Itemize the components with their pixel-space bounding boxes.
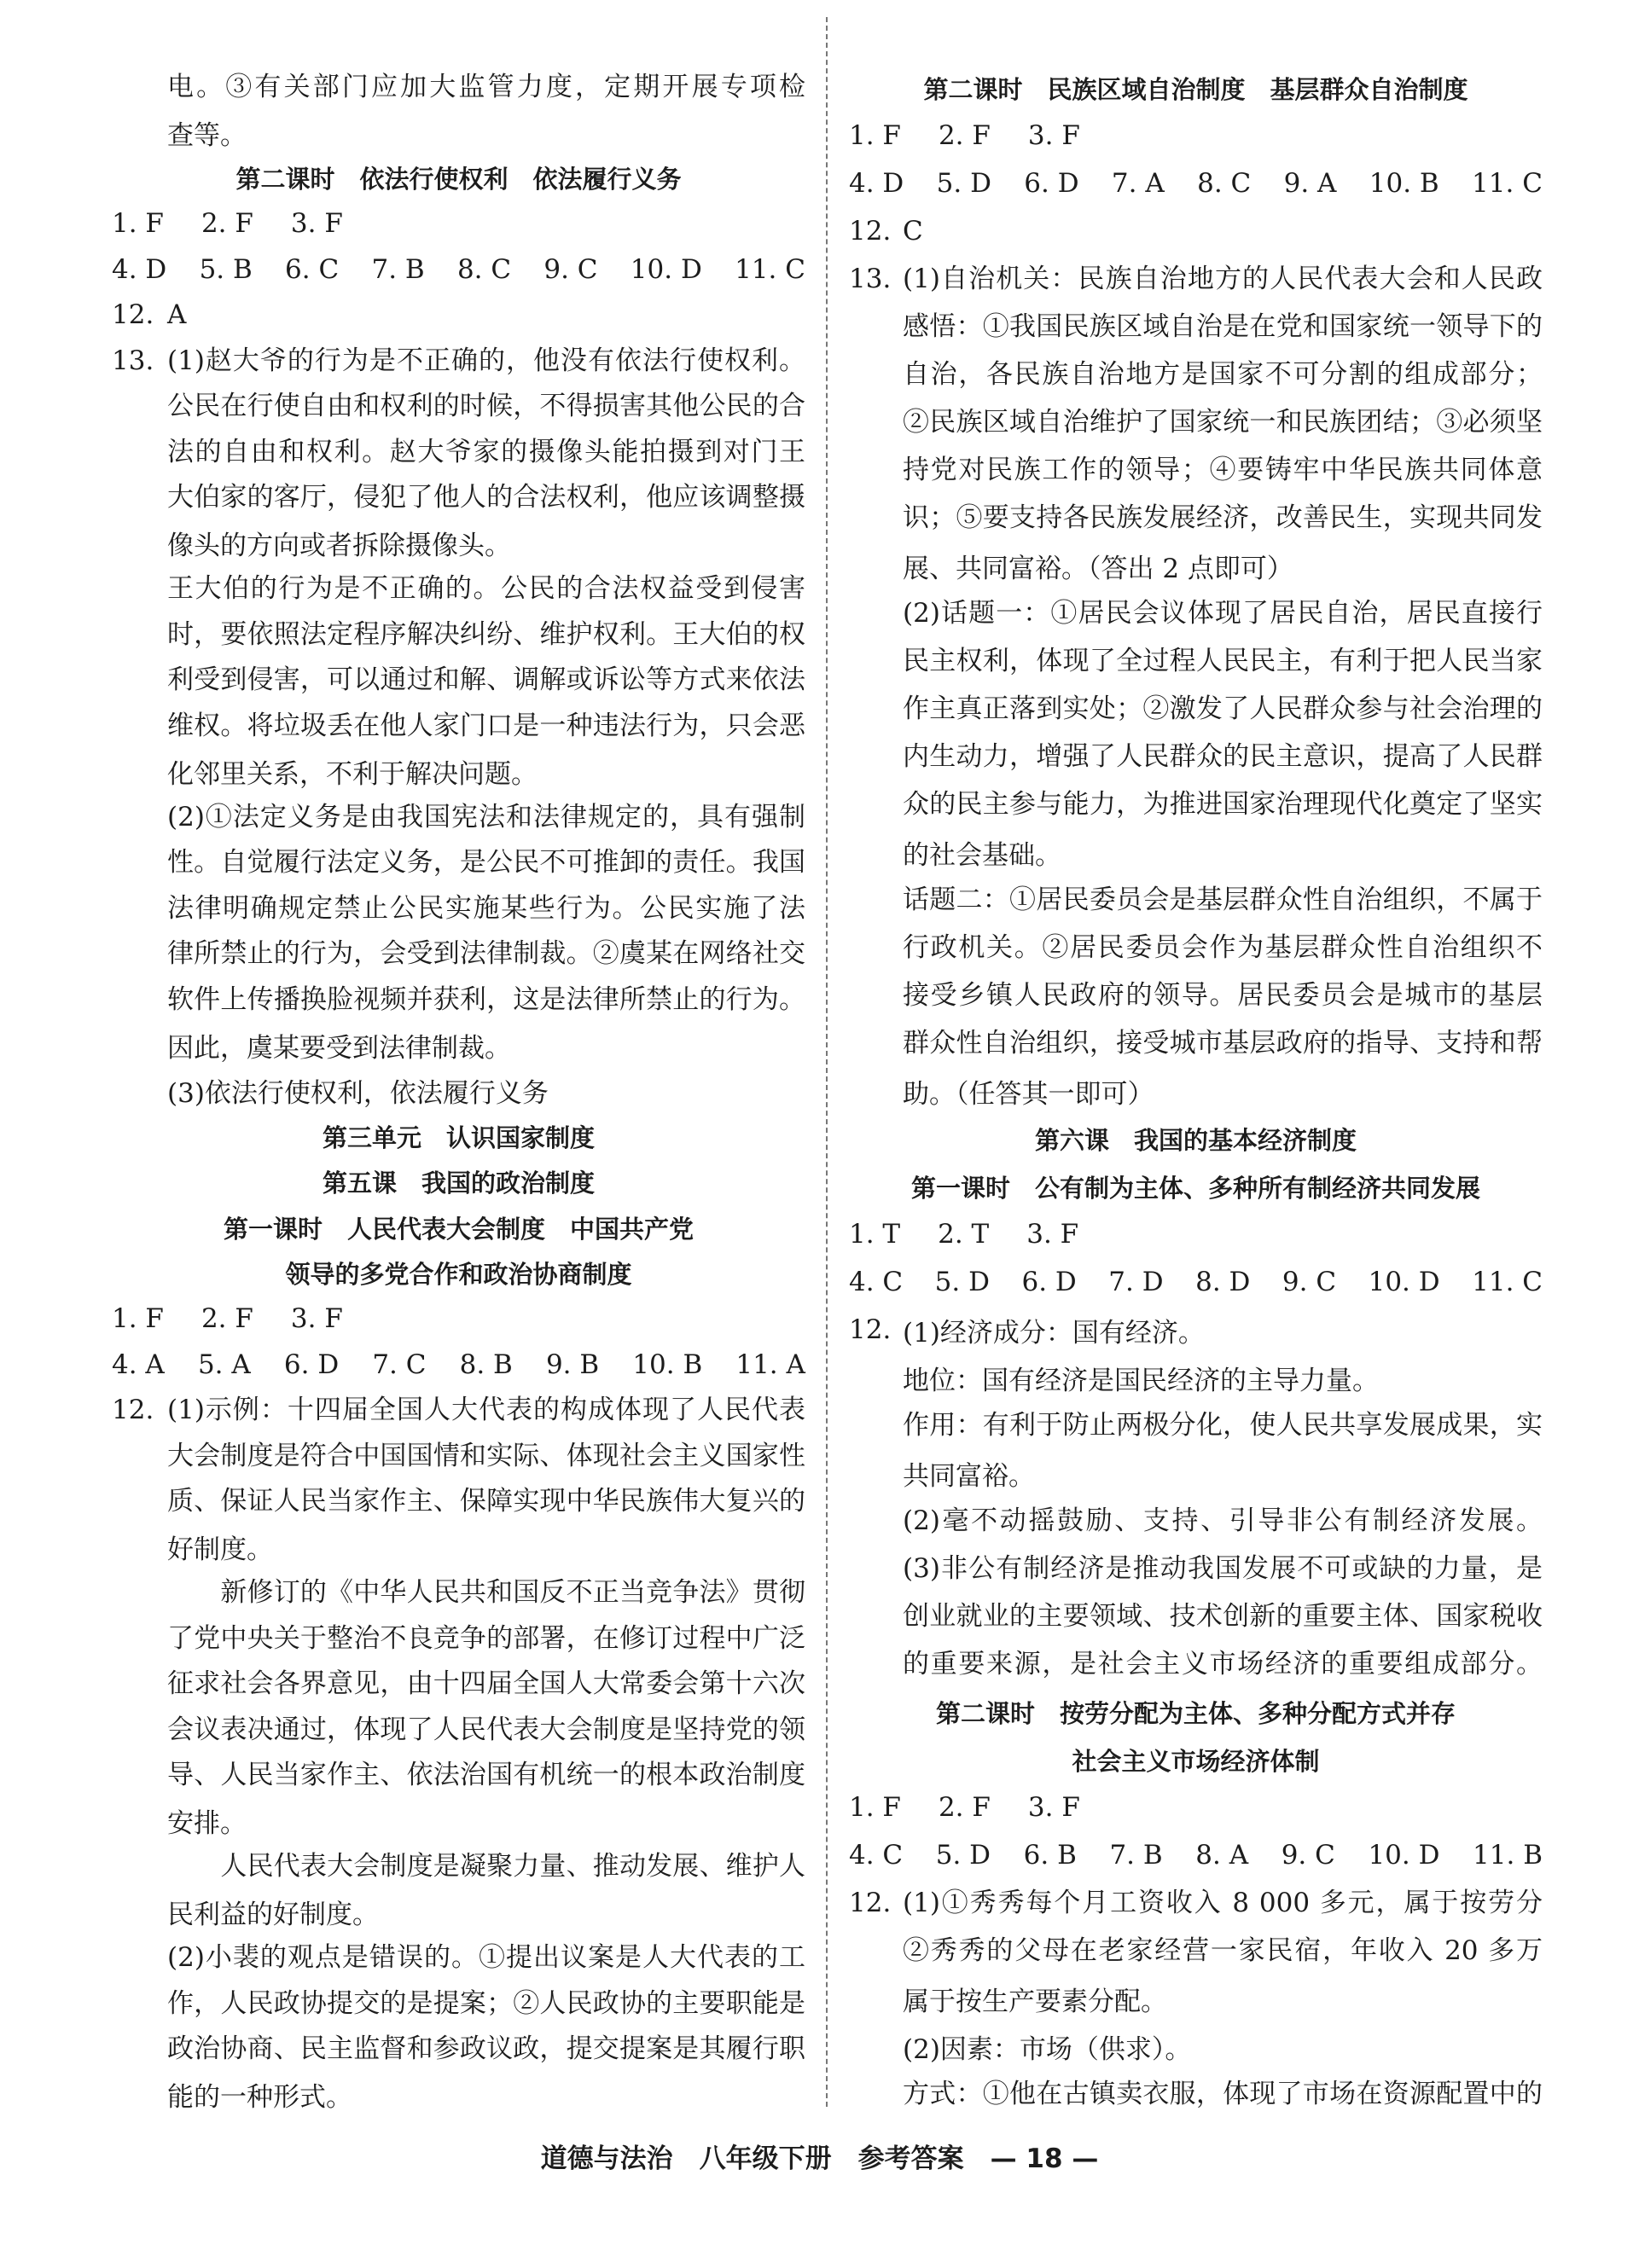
question-number: 13. (112, 345, 154, 376)
answer-item: 2. F (201, 208, 253, 240)
answer-item: 9. C (1281, 1840, 1335, 1871)
answer-text: (1)①秀秀每个月工资收入 8 000 多元，属于按劳分 (903, 1887, 1543, 1918)
answer-text-line (849, 446, 1543, 494)
answer-text-line (849, 876, 1543, 924)
answer-item: 4. A (112, 1349, 165, 1380)
answer-list (849, 1219, 1543, 1250)
answer-item: 4. D (112, 253, 167, 285)
answer-item: 5. D (934, 1267, 990, 1297)
answer-text-line (112, 1479, 805, 1525)
answer-text-line (112, 1935, 805, 1981)
answer-item: 6. D (283, 1349, 340, 1380)
answer-text-line (849, 780, 1543, 828)
answer-item: 8. B (459, 1349, 513, 1380)
answer-text: 作主真正落到实处；②激发了人民群众参与社会治理的 (903, 693, 1543, 724)
answer-item: 7. C (372, 1349, 427, 1380)
left-column (112, 64, 805, 2118)
answer-text-line (849, 637, 1543, 685)
answer-text: 了党中央关于整治不良竞争的部署，在修订过程中广泛 (167, 1622, 805, 1654)
answer-text: 安排。 (167, 1808, 247, 1840)
answer-text: 接受乡镇人民政府的领导。居民委员会是城市的基层 (903, 979, 1543, 1011)
question-number: 12. (849, 1888, 892, 1918)
answer-text-line (112, 794, 805, 840)
answer-text-line (112, 1981, 805, 2027)
question-number: 12. (112, 1395, 154, 1426)
answer-text-line (849, 351, 1543, 398)
answer-text-line (849, 2022, 1543, 2070)
answer-text: 王大伯的行为是不正确的。公民的合法权益受到侵害 (167, 573, 805, 605)
answer-text: 共同富裕。 (903, 1460, 1035, 1492)
page-footer (0, 2137, 1639, 2175)
section-heading: 领导的多党合作和政治协商制度 (285, 1260, 632, 1290)
answer-list (112, 254, 805, 285)
answer-text: 维权。将垃圾丢在他人家门口是一种违法行为，只会恶 (167, 710, 805, 741)
answer-text-line (849, 685, 1543, 733)
numbered-answer-line (112, 293, 805, 339)
answer-item: 5. B (199, 253, 253, 285)
answer-text: 法律明确规定禁止公民实施某些行为。公民实施了法 (167, 892, 805, 924)
answer-text-line (112, 1753, 805, 1799)
answer-text-line (112, 1662, 805, 1708)
answer-list (112, 1303, 805, 1334)
footer-label: 参考答案 (857, 2143, 964, 2174)
answer-text: 政治协商、民主监督和参政议政，提交提案是其履行职 (167, 2033, 805, 2065)
section-heading: 第一课时 人民代表大会制度 中国共产党 (223, 1214, 694, 1244)
answer-item: 7. B (371, 253, 425, 285)
answer-text-line (849, 828, 1543, 876)
answer-text-line (112, 1615, 805, 1662)
answer-item: 3. F (1027, 120, 1080, 151)
answer-text-line (112, 429, 805, 475)
answer-item: 9. A (1283, 168, 1337, 199)
answer-item: 8. A (1195, 1840, 1249, 1871)
answer-text: 质、保证人民当家作主、保障实现中华民族伟大复兴的 (167, 1486, 805, 1517)
answer-text: 展、共同富裕。（答出 2 点即可） (903, 553, 1293, 584)
answer-text: 能的一种形式。 (167, 2082, 352, 2114)
answer-text: 创业就业的主要领域、技术创新的重要主体、国家税收 (903, 1600, 1543, 1632)
answer-list (849, 1792, 1543, 1823)
answer-item: 6. B (1023, 1840, 1077, 1871)
answer-list (849, 120, 1543, 151)
answer-list (112, 1349, 805, 1380)
section-heading: 第五课 我国的政治制度 (322, 1169, 595, 1198)
answer-key-row (112, 201, 805, 247)
answer-text: (1)经济成分：国有经济。 (903, 1317, 1205, 1349)
answer-text-line (112, 612, 805, 658)
question-number: 12. (849, 1314, 892, 1345)
answer-item: 9. C (1282, 1267, 1337, 1297)
answer-text-line (112, 110, 805, 156)
answer-item: 8. C (1197, 168, 1252, 199)
answer-text: 人民代表大会制度是凝聚力量、推动发展、维护人 (167, 1851, 805, 1882)
answer-text-line (112, 749, 805, 795)
answer-text-line (849, 494, 1543, 542)
answer-text: (2)话题一：①居民会议体现了居民自治，居民直接行 (903, 597, 1543, 629)
answer-text-line (849, 1592, 1543, 1640)
answer-item: 8. C (456, 253, 512, 285)
numbered-answer-line (849, 1306, 1543, 1354)
answer-text-line (112, 1798, 805, 1844)
answer-text-line (112, 977, 805, 1023)
answer-key-row (112, 1342, 805, 1388)
answer-text: 软件上传播换脸视频并获利，这是法律所禁止的行为。 (167, 983, 805, 1015)
answer-item: 10. B (632, 1349, 703, 1380)
answer-text-line (112, 1433, 805, 1479)
answer-item: 6. D (1021, 1267, 1077, 1297)
answer-text-line (849, 924, 1543, 972)
answer-item: 7. D (1108, 1267, 1164, 1297)
answer-text-line (112, 658, 805, 704)
answer-text: 方式：①他在古镇卖衣服，体现了市场在资源配置中的 (903, 2078, 1543, 2109)
answer-text-line (849, 1449, 1543, 1497)
answer-text: 查等。 (167, 119, 247, 151)
answer-item: 6. D (1024, 168, 1079, 199)
answer-item: 7. B (1109, 1840, 1163, 1871)
answer-text: 大会制度是符合中国国情和实际、体现社会主义国家性 (167, 1440, 805, 1471)
answer-text-line (849, 733, 1543, 780)
answer-text: 识；⑤要支持各民族发展经济，改善民生，实现共同发 (903, 502, 1543, 533)
section-heading: 第一课时 公有制为主体、多种所有制经济共同发展 (910, 1173, 1480, 1203)
answer-text: ②秀秀的父母在老家经营一家民宿，年收入 20 多万 (903, 1934, 1543, 1966)
answer-item: 11. A (735, 1349, 805, 1380)
answer-item: 5. D (935, 1840, 991, 1871)
answer-item: 11. C (1472, 168, 1543, 199)
answer-item: 4. C (849, 1840, 904, 1871)
answer-text-line (849, 1640, 1543, 1688)
question-number: 12. (112, 299, 154, 331)
answer-text: 法的自由和权利。赵大爷家的摄像头能拍摄到对门王 (167, 436, 805, 467)
section-heading: 第二课时 按劳分配为主体、多种分配方式并存 (935, 1698, 1456, 1728)
answer-text: 的重要来源，是社会主义市场经济的重要组成部分。 (903, 1648, 1543, 1679)
answer-text: (2)毫不动摇鼓励、支持、引导非公有制经济发展。 (903, 1505, 1543, 1536)
answer-text: 大伯家的客厅，侵犯了他人的合法权利，他应该调整摄 (167, 482, 805, 513)
answer-text: 因此，虞某要受到法律制裁。 (167, 1032, 511, 1064)
answer-list (112, 208, 805, 239)
answer-text-line (112, 1524, 805, 1570)
answer-text: 时，要依照法定程序解决纠纷、维护权利。王大伯的权 (167, 618, 805, 650)
answer-text: 属于按生产要素分配。 (903, 1986, 1167, 2017)
answer-item: 4. C (849, 1267, 904, 1297)
answer-text-line (849, 1019, 1543, 1067)
answer-key-row (849, 1258, 1543, 1306)
answer-item: 2. T (938, 1219, 990, 1250)
answer-text: 助。（任答其一即可） (903, 1078, 1154, 1110)
numbered-answer-line (849, 1879, 1543, 1927)
answer-text: (2)①法定义务是由我国宪法和法律规定的，具有强制 (167, 801, 805, 832)
answer-text: 作，人民政协提交的是提案；②人民政协的主要职能是 (167, 1987, 805, 2019)
numbered-answer-line (849, 207, 1543, 255)
answer-key-row (849, 1784, 1543, 1831)
section-heading: 第二课时 依法行使权利 依法履行义务 (235, 165, 682, 194)
answer-text: (1)自治机关：民族自治地方的人民代表大会和人民政 (903, 263, 1543, 294)
numbered-answer-line (112, 1388, 805, 1434)
answer-text-line (112, 931, 805, 977)
answer-key-row (112, 247, 805, 293)
answer-text-line (849, 1354, 1543, 1401)
answer-item: 1. F (112, 1303, 164, 1335)
answer-text: A (167, 299, 187, 331)
answer-item: 3. F (290, 208, 343, 240)
answer-text: (3)依法行使权利，依法履行义务 (167, 1078, 549, 1110)
answer-text-line (112, 1570, 805, 1616)
answer-key-row (112, 1296, 805, 1343)
answer-text-line (849, 398, 1543, 446)
answer-text: 导、人民当家作主、依法治国有机统一的根本政治制度 (167, 1760, 805, 1791)
answer-item: 10. D (1368, 1267, 1440, 1297)
answer-list (849, 1840, 1543, 1871)
answer-item: 3. F (1027, 1792, 1080, 1823)
answer-key-row (849, 1210, 1543, 1258)
answer-text-line (849, 1975, 1543, 2022)
column-divider (826, 17, 828, 2107)
answer-text-line (849, 1067, 1543, 1115)
answer-item: 5. D (936, 168, 991, 199)
answer-key-row (849, 112, 1543, 160)
footer-grade: 八年级下册 (699, 2143, 832, 2174)
answer-item: 5. A (197, 1349, 251, 1380)
answer-text: 自治，各民族自治地方是国家不可分割的组成部分； (903, 358, 1543, 390)
answer-text-line (849, 303, 1543, 351)
answer-text-line (112, 1889, 805, 1935)
answer-text-line (112, 1707, 805, 1753)
answer-text: 征求社会各界意见，由十四届全国人大常委会第十六次 (167, 1668, 805, 1700)
answer-key-row (849, 160, 1543, 207)
answer-text: 感悟：①我国民族区域自治是在党和国家统一领导下的 (903, 310, 1543, 342)
answer-text-line (849, 972, 1543, 1019)
answer-text: 电。③有关部门应加大监管力度，定期开展专项检 (167, 71, 805, 102)
answer-text-line (112, 1844, 805, 1890)
answer-text-line (849, 1401, 1543, 1449)
answer-item: 9. C (543, 253, 598, 285)
answer-text-line (849, 1497, 1543, 1545)
answer-text-line (112, 885, 805, 931)
answer-text-line (112, 2072, 805, 2118)
answer-list (849, 168, 1543, 199)
answer-text: 新修订的《中华人民共和国反不正当竞争法》贯彻 (167, 1577, 805, 1609)
answer-text: 民主权利，体现了全过程人民民主，有利于把人民当家 (903, 645, 1543, 676)
section-heading: 第二课时 民族区域自治制度 基层群众自治制度 (923, 74, 1468, 104)
answer-item: 10. D (1368, 1840, 1440, 1871)
answer-item: 2. F (938, 1792, 991, 1823)
answer-text-line (849, 1545, 1543, 1592)
answer-text-line (849, 542, 1543, 589)
answer-text: (2)小裴的观点是错误的。①提出议案是人大代表的工 (167, 1942, 805, 1974)
answer-text: 持党对民族工作的领导；④要铸牢中华民族共同体意 (903, 454, 1543, 485)
answer-text: 像头的方向或者拆除摄像头。 (167, 531, 511, 562)
right-column (849, 64, 1543, 2118)
answer-text: C (903, 216, 923, 247)
answer-text-line (112, 475, 805, 521)
answer-item: 11. B (1473, 1840, 1543, 1871)
answer-text: ②民族区域自治维护了国家统一和民族团结；③必须坚 (903, 406, 1543, 438)
answer-item: 2. F (201, 1303, 253, 1335)
answer-text: (3)非公有制经济是推动我国发展不可或缺的力量，是 (903, 1552, 1543, 1584)
answer-text: (2)因素：市场（供求）。 (903, 2033, 1192, 2065)
answer-item: 1. F (849, 120, 901, 151)
answer-text: 作用：有利于防止两极分化，使人民共享发展成果，实 (903, 1409, 1543, 1441)
page-number: — 18 — (990, 2143, 1099, 2174)
answer-item: 7. A (1111, 168, 1165, 199)
answer-item: 10. B (1369, 168, 1439, 199)
answer-text-line (112, 2027, 805, 2073)
answer-text-line (849, 589, 1543, 637)
answer-text: 行政机关。②居民委员会作为基层群众性自治组织不 (903, 931, 1543, 963)
answer-text: 的社会基础。 (903, 839, 1061, 871)
answer-key-row (849, 1831, 1543, 1879)
answer-item: 11. C (1472, 1267, 1543, 1297)
answer-text-line (112, 703, 805, 749)
answer-text: 民利益的好制度。 (167, 1900, 379, 1931)
answer-item: 1. F (849, 1792, 901, 1823)
numbered-answer-line (849, 255, 1543, 303)
section-heading: 第六课 我国的基本经济制度 (1034, 1125, 1357, 1155)
answer-text: 内生动力，增强了人民群众的民主意识，提高了人民群 (903, 740, 1543, 772)
answer-text: 群众性自治组织，接受城市基层政府的指导、支持和帮 (903, 1027, 1543, 1059)
answer-item: 1. F (112, 208, 164, 240)
answer-item: 1. T (849, 1219, 901, 1250)
answer-item: 6. C (285, 253, 340, 285)
answer-text: (1)示例：十四届全国人大代表的构成体现了人民代表 (167, 1395, 805, 1426)
question-number: 12. (849, 216, 892, 247)
answer-item: 8. D (1195, 1267, 1251, 1297)
answer-text: 会议表决通过，体现了人民代表大会制度是坚持党的领 (167, 1714, 805, 1745)
answer-text: 地位：国有经济是国民经济的主导力量。 (903, 1365, 1379, 1396)
answer-text: 好制度。 (167, 1534, 273, 1566)
answer-text-line (112, 1023, 805, 1069)
answer-text: 话题二：①居民委员会是基层群众性自治组织，不属于 (903, 884, 1543, 915)
footer-subject: 道德与法治 (540, 2143, 673, 2174)
answer-text-line (112, 566, 805, 612)
answer-item: 9. B (545, 1349, 600, 1380)
answer-text-line (112, 520, 805, 566)
section-heading: 第三单元 认识国家制度 (322, 1122, 595, 1152)
answer-item: 3. F (290, 1303, 343, 1335)
answer-item: 11. C (735, 253, 805, 285)
answer-list (849, 1267, 1543, 1297)
answer-text-line (112, 384, 805, 430)
answer-text-line (112, 64, 805, 110)
answer-item: 4. D (849, 168, 904, 199)
answer-text: 利受到侵害，可以通过和解、调解或诉讼等方式来依法 (167, 664, 805, 696)
numbered-answer-line (112, 338, 805, 384)
answer-text: 众的民主参与能力，为推进国家治理现代化奠定了坚实 (903, 788, 1543, 820)
answer-text: (1)赵大爷的行为是不正确的，他没有依法行使权利。 (167, 345, 805, 376)
question-number: 13. (849, 264, 892, 294)
answer-text-line (112, 1068, 805, 1114)
section-heading: 社会主义市场经济体制 (1072, 1746, 1320, 1776)
answer-text: 律所禁止的行为，会受到法律制裁。②虞某在网络社交 (167, 938, 805, 970)
answer-item: 3. F (1026, 1219, 1079, 1250)
answer-text: 化邻里关系，不利于解决问题。 (167, 758, 538, 790)
answer-text: 公民在行使自由和权利的时候，不得损害其他公民的合 (167, 391, 805, 422)
answer-item: 10. D (630, 253, 702, 285)
answer-text-line (849, 1927, 1543, 1975)
answer-item: 2. F (938, 120, 991, 151)
answer-text-line (849, 2070, 1543, 2118)
answer-text: 性。自觉履行法定义务，是公民不可推卸的责任。我国 (167, 847, 805, 879)
answer-text-line (112, 840, 805, 886)
